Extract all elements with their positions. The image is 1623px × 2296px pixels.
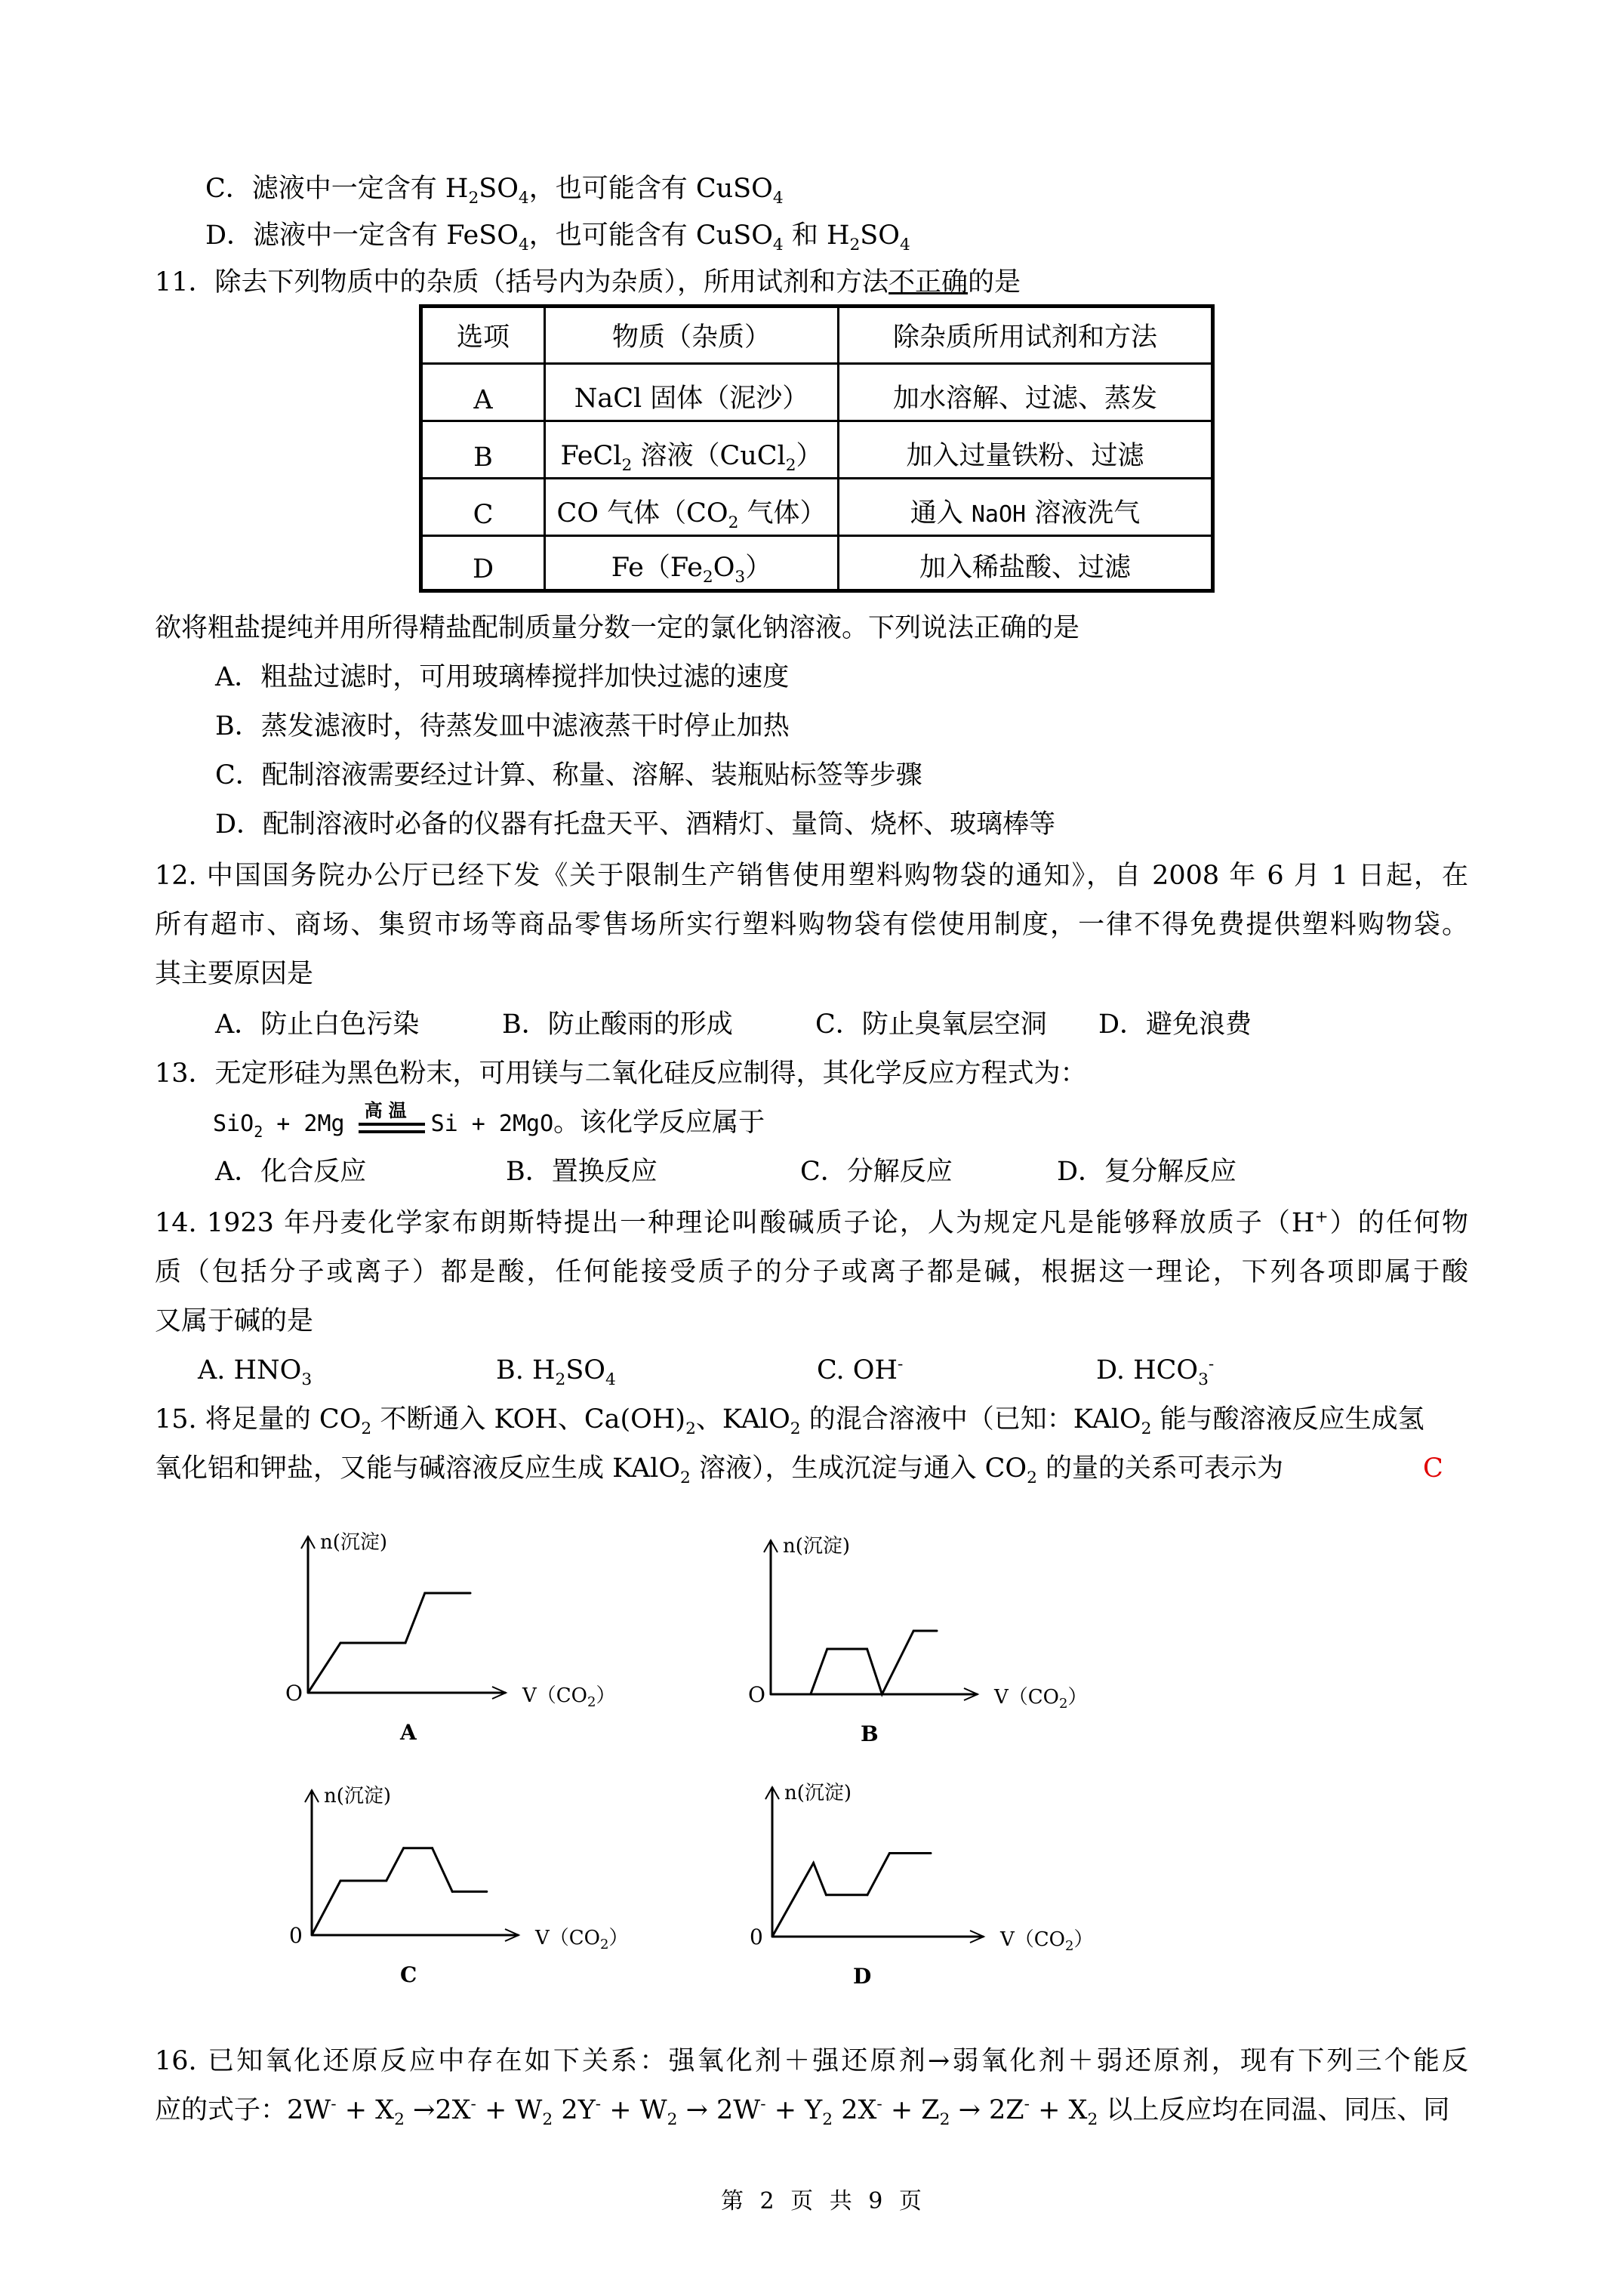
table-row xyxy=(421,536,1213,591)
curve-vertex xyxy=(311,1934,313,1937)
q13-stem: 13．无定形硅为黑色粉末，可用镁与二氧化硅反应制得，其化学反应方程式为： xyxy=(155,1059,1087,1089)
subscript: 2 xyxy=(600,1937,609,1952)
subscript: 2 xyxy=(785,456,796,475)
precipitate-curve xyxy=(772,1854,931,1937)
text: Fe（Fe xyxy=(611,553,703,583)
subscript: 2 xyxy=(1141,1419,1152,1438)
text: FeCl xyxy=(560,441,622,471)
answer-mark: C xyxy=(1423,1453,1443,1484)
cell-option: D xyxy=(421,536,545,591)
cell-method xyxy=(839,479,1213,536)
subscript: 2 xyxy=(468,189,479,208)
text: + X xyxy=(1029,2095,1088,2125)
superscript: - xyxy=(595,2094,602,2114)
subscript: 4 xyxy=(605,1370,616,1389)
superscript: - xyxy=(760,2094,766,2114)
text: B. H xyxy=(496,1355,556,1385)
q16-line1: 16. 已知氧化还原反应中存在如下关系：强氧化剂＋强还原剂→弱氧化剂＋弱还原剂，现有下列三个能反 xyxy=(155,2046,1468,2076)
subscript: 2 xyxy=(685,1419,696,1438)
subscript: 2 xyxy=(1087,2110,1098,2129)
text: ） xyxy=(596,1684,616,1707)
subscript: 4 xyxy=(899,236,910,254)
cell-option: B xyxy=(421,421,545,479)
cell-substance xyxy=(545,479,839,536)
subscript: 3 xyxy=(301,1370,313,1389)
curve-vertex xyxy=(431,1847,433,1849)
superscript: - xyxy=(1024,2094,1030,2114)
text: → 2Z xyxy=(950,2095,1024,2125)
graph-label: A xyxy=(400,1720,417,1745)
subscript: 2 xyxy=(702,568,713,587)
precipitate-curve xyxy=(771,1631,937,1694)
text: 和 H xyxy=(783,220,850,251)
subscript: 2 xyxy=(1059,1696,1068,1712)
subscript: 4 xyxy=(772,236,784,254)
y-axis-label: n(沉淀) xyxy=(783,1535,851,1558)
y-axis-label: n(沉淀) xyxy=(324,1785,392,1808)
q13-equation xyxy=(213,1099,765,1141)
subscript: 2 xyxy=(790,1419,801,1438)
curve-vertex xyxy=(888,1852,891,1854)
cell-substance: NaCl 固体（泥沙） xyxy=(545,364,839,421)
q12-option-d: D．避免浪费 xyxy=(1098,1009,1252,1040)
curve-vertex xyxy=(405,1642,407,1644)
cell-substance xyxy=(545,421,839,479)
cell-substance xyxy=(545,536,839,591)
text: SiO xyxy=(213,1111,254,1137)
text: ） xyxy=(1073,1928,1094,1951)
salt-option-b: B．蒸发滤液时，待蒸发皿中滤液蒸干时停止加热 xyxy=(215,711,790,741)
table-row xyxy=(421,421,1213,479)
text: C. OH xyxy=(817,1355,898,1385)
text: Si + 2MgO xyxy=(430,1111,554,1137)
q10-option-d xyxy=(205,219,910,252)
text: 通入 xyxy=(910,498,972,529)
superscript: - xyxy=(331,2094,337,2114)
text: 应的式子：2W xyxy=(155,2095,331,2125)
q11-stem xyxy=(155,266,1021,299)
curve-vertex xyxy=(825,1894,827,1896)
x-axis-label xyxy=(999,1928,1093,1954)
text: 的混合溶液中（已知：KAlO xyxy=(800,1404,1141,1435)
curve-vertex xyxy=(770,1693,772,1696)
text: + W xyxy=(601,2095,667,2125)
curve-vertex xyxy=(913,1630,915,1632)
origin-label: 0 xyxy=(289,1923,303,1948)
text: O xyxy=(713,553,735,583)
origin-label: O xyxy=(748,1682,765,1707)
subscript: 2 xyxy=(680,1469,691,1487)
text: 能与酸溶液反应生成氢 xyxy=(1151,1404,1424,1435)
q14-option-d xyxy=(1096,1354,1214,1387)
subscript: 2 xyxy=(849,236,861,254)
subscript: 2 xyxy=(254,1123,263,1141)
curve-vertex xyxy=(826,1648,828,1650)
text: 、KAlO xyxy=(695,1404,790,1435)
superscript: - xyxy=(470,2094,476,2114)
text: 。该化学反应属于 xyxy=(553,1108,765,1138)
table-row xyxy=(421,479,1213,536)
curve-vertex xyxy=(307,1692,310,1694)
text: 的量的关系可表示为 xyxy=(1036,1453,1284,1484)
text: 溶液（CuCl xyxy=(632,441,786,471)
text: 溶液），生成沉淀与通入 CO xyxy=(690,1453,1027,1484)
text: 氧化铝和钾盐，又能与碱溶液反应生成 KAlO xyxy=(155,1453,681,1484)
text: + Y xyxy=(765,2095,823,2125)
q13-option-d: D．复分解反应 xyxy=(1057,1157,1237,1187)
graph-label: C xyxy=(400,1962,417,1987)
q10-option-c xyxy=(205,172,784,208)
x-axis-label xyxy=(522,1684,615,1710)
salt-option-c: C．配制溶液需要经过计算、称量、溶解、装瓶贴标签等步骤 xyxy=(215,760,922,791)
page-footer: 第 2 页 共 9 页 xyxy=(721,2188,926,2214)
curve-vertex xyxy=(867,1894,869,1896)
precipitate-curve xyxy=(312,1848,487,1935)
curve-vertex xyxy=(340,1880,342,1882)
cell-option: A xyxy=(421,364,545,421)
curve-vertex xyxy=(809,1693,812,1696)
q14-option-b xyxy=(496,1354,616,1387)
text: 11．除去下列物质中的杂质（括号内为杂质），所用试剂和方法 xyxy=(155,267,889,297)
header-option: 选项 xyxy=(421,307,545,364)
text: D. HCO xyxy=(1096,1355,1199,1385)
graph-label: B xyxy=(861,1721,879,1746)
equals-bar xyxy=(359,1130,425,1133)
impurity-table xyxy=(419,304,1215,593)
reaction-condition: 高温 xyxy=(364,1099,413,1121)
curve-vertex xyxy=(771,1936,774,1938)
q14-line3: 又属于碱的是 xyxy=(155,1306,314,1336)
q14-option-c xyxy=(817,1354,903,1387)
text: + Z xyxy=(882,2095,940,2125)
x-axis-label xyxy=(534,1927,628,1952)
text: SO xyxy=(479,174,519,204)
text: C．滤液中一定含有 H xyxy=(205,174,469,204)
curve-vertex xyxy=(866,1648,868,1650)
q12-option-a: A．防止白色污染 xyxy=(215,1009,420,1040)
subscript: 2 xyxy=(667,2110,678,2129)
subscript: 2 xyxy=(1065,1938,1074,1954)
q15-line1 xyxy=(155,1403,1424,1436)
q15-line2 xyxy=(155,1452,1283,1485)
text: SO xyxy=(565,1355,605,1385)
text: 不断通入 KOH、Ca(OH) xyxy=(371,1404,686,1435)
text: ） xyxy=(796,441,823,471)
text: 14. 1923 年丹麦化学家布朗斯特提出一种理论叫酸碱质子论，人为规定凡是能够释放质子（H xyxy=(155,1208,1315,1238)
curve-vertex xyxy=(451,1891,454,1893)
curve-vertex xyxy=(423,1592,426,1595)
cell-option: C xyxy=(421,479,545,536)
salt-option-d: D．配制溶液时必备的仪器有托盘天平、酒精灯、量筒、烧杯、玻璃棒等 xyxy=(215,809,1056,840)
graph-label: D xyxy=(853,1964,872,1989)
q12-line3: 其主要原因是 xyxy=(155,959,314,989)
cell-method: 加水溶解、过滤、蒸发 xyxy=(839,364,1213,421)
text: ） xyxy=(1067,1686,1088,1709)
text: →2X xyxy=(404,2095,471,2125)
underlined-text: 不正确 xyxy=(888,267,969,297)
subscript: 2 xyxy=(394,2110,405,2129)
subscript: 2 xyxy=(1027,1469,1037,1487)
superscript: - xyxy=(898,1354,904,1374)
subscript: 2 xyxy=(822,2110,833,2129)
text: + W xyxy=(476,2095,543,2125)
text: + 2Mg xyxy=(263,1111,345,1137)
text: CO 气体（CO xyxy=(556,498,728,529)
q14-line1 xyxy=(155,1207,1468,1240)
subscript: 2 xyxy=(361,1419,372,1438)
superscript: + xyxy=(1314,1207,1329,1227)
graph-a xyxy=(279,1525,657,1752)
q14-line2: 质（包括分子或离子）都是酸，任何能接受质子的分子或离子都是碱，根据这一理论，下列各项即属于酸 xyxy=(155,1257,1468,1287)
y-axis-label: n(沉淀) xyxy=(320,1531,388,1554)
text: A. HNO xyxy=(198,1355,302,1385)
text: 以上反应均在同温、同压、同 xyxy=(1098,2095,1450,2125)
text: 2X xyxy=(833,2095,877,2125)
q14-option-a xyxy=(198,1354,312,1387)
q13-option-c: C．分解反应 xyxy=(800,1157,953,1187)
text: ） xyxy=(745,553,772,583)
cell-method: 加入过量铁粉、过滤 xyxy=(839,421,1213,479)
text: + X xyxy=(336,2095,395,2125)
table-header-row xyxy=(421,307,1213,364)
text: D．滤液中一定含有 FeSO xyxy=(205,220,519,251)
curve-vertex xyxy=(470,1592,472,1595)
reaction-condition-sign xyxy=(359,1099,428,1141)
table-row xyxy=(421,364,1213,421)
superscript: - xyxy=(876,2094,882,2114)
subscript: 4 xyxy=(772,189,784,208)
header-method: 除杂质所用试剂和方法 xyxy=(839,307,1213,364)
text: 2Y xyxy=(553,2095,596,2125)
subscript: 4 xyxy=(518,189,529,208)
curve-vertex xyxy=(340,1642,342,1644)
curve-vertex xyxy=(936,1630,938,1632)
equals-bar xyxy=(359,1123,425,1126)
text: 气体） xyxy=(738,498,827,529)
curve-vertex xyxy=(485,1891,488,1893)
q16-line2 xyxy=(155,2094,1449,2127)
q13-option-b: B．置换反应 xyxy=(506,1157,658,1187)
subscript: 4 xyxy=(518,236,529,254)
text: 溶液洗气 xyxy=(1026,498,1141,529)
graph-b xyxy=(747,1525,1125,1752)
curve-vertex xyxy=(881,1693,883,1696)
cell-method: 加入稀盐酸、过滤 xyxy=(839,536,1213,591)
graph-c xyxy=(279,1774,657,2001)
subscript: 3 xyxy=(1198,1370,1209,1389)
text: V（CO xyxy=(994,1686,1059,1709)
subscript: 2 xyxy=(621,456,633,475)
text: NaOH xyxy=(971,501,1027,528)
salt-option-a: A．粗盐过滤时，可用玻璃棒搅拌加快过滤的速度 xyxy=(215,662,790,692)
subscript: 2 xyxy=(728,513,739,532)
curve-vertex xyxy=(385,1880,387,1882)
salt-stem: 欲将粗盐提纯并用所得精盐配制质量分数一定的氯化钠溶液。下列说法正确的是 xyxy=(155,613,1080,643)
subscript: 3 xyxy=(735,568,746,587)
subscript: 2 xyxy=(939,2110,950,2129)
text: V（CO xyxy=(535,1927,600,1949)
text: 15. 将足量的 CO xyxy=(155,1404,362,1435)
q12-line1: 12. 中国国务院办公厅已经下发《关于限制生产销售使用塑料购物袋的通知》，自 2008 年 6 月 1 日起，在 xyxy=(155,861,1468,891)
q12-option-b: B．防止酸雨的形成 xyxy=(502,1009,733,1040)
origin-label: O xyxy=(285,1681,303,1706)
y-axis-label: n(沉淀) xyxy=(784,1782,852,1804)
subscript: 2 xyxy=(555,1370,566,1389)
text: V（CO xyxy=(522,1684,587,1707)
precipitate-curve xyxy=(308,1593,470,1693)
superscript: - xyxy=(1208,1354,1215,1374)
text: ）的任何物 xyxy=(1328,1208,1468,1238)
q13-option-a: A．化合反应 xyxy=(215,1157,367,1187)
q12-option-c: C．防止臭氧层空洞 xyxy=(815,1009,1047,1040)
curve-vertex xyxy=(402,1847,405,1849)
text: ，也可能含有 CuSO xyxy=(528,174,773,204)
text: ，也可能含有 CuSO xyxy=(528,220,773,251)
curve-vertex xyxy=(812,1862,815,1864)
header-substance: 物质（杂质） xyxy=(545,307,839,364)
curve-vertex xyxy=(930,1852,932,1854)
graph-d xyxy=(747,1774,1125,2001)
text: SO xyxy=(860,220,900,251)
text: → 2W xyxy=(677,2095,761,2125)
subscript: 2 xyxy=(587,1694,596,1710)
text: 的是 xyxy=(968,267,1021,297)
q12-line2: 所有超市、商场、集贸市场等商品零售场所实行塑料购物袋有偿使用制度，一律不得免费提供塑料购物袋。 xyxy=(155,910,1468,940)
origin-label: 0 xyxy=(750,1925,763,1949)
text: ） xyxy=(608,1927,629,1949)
x-axis-label xyxy=(993,1686,1087,1712)
subscript: 2 xyxy=(542,2110,553,2129)
text: V（CO xyxy=(1000,1928,1065,1951)
